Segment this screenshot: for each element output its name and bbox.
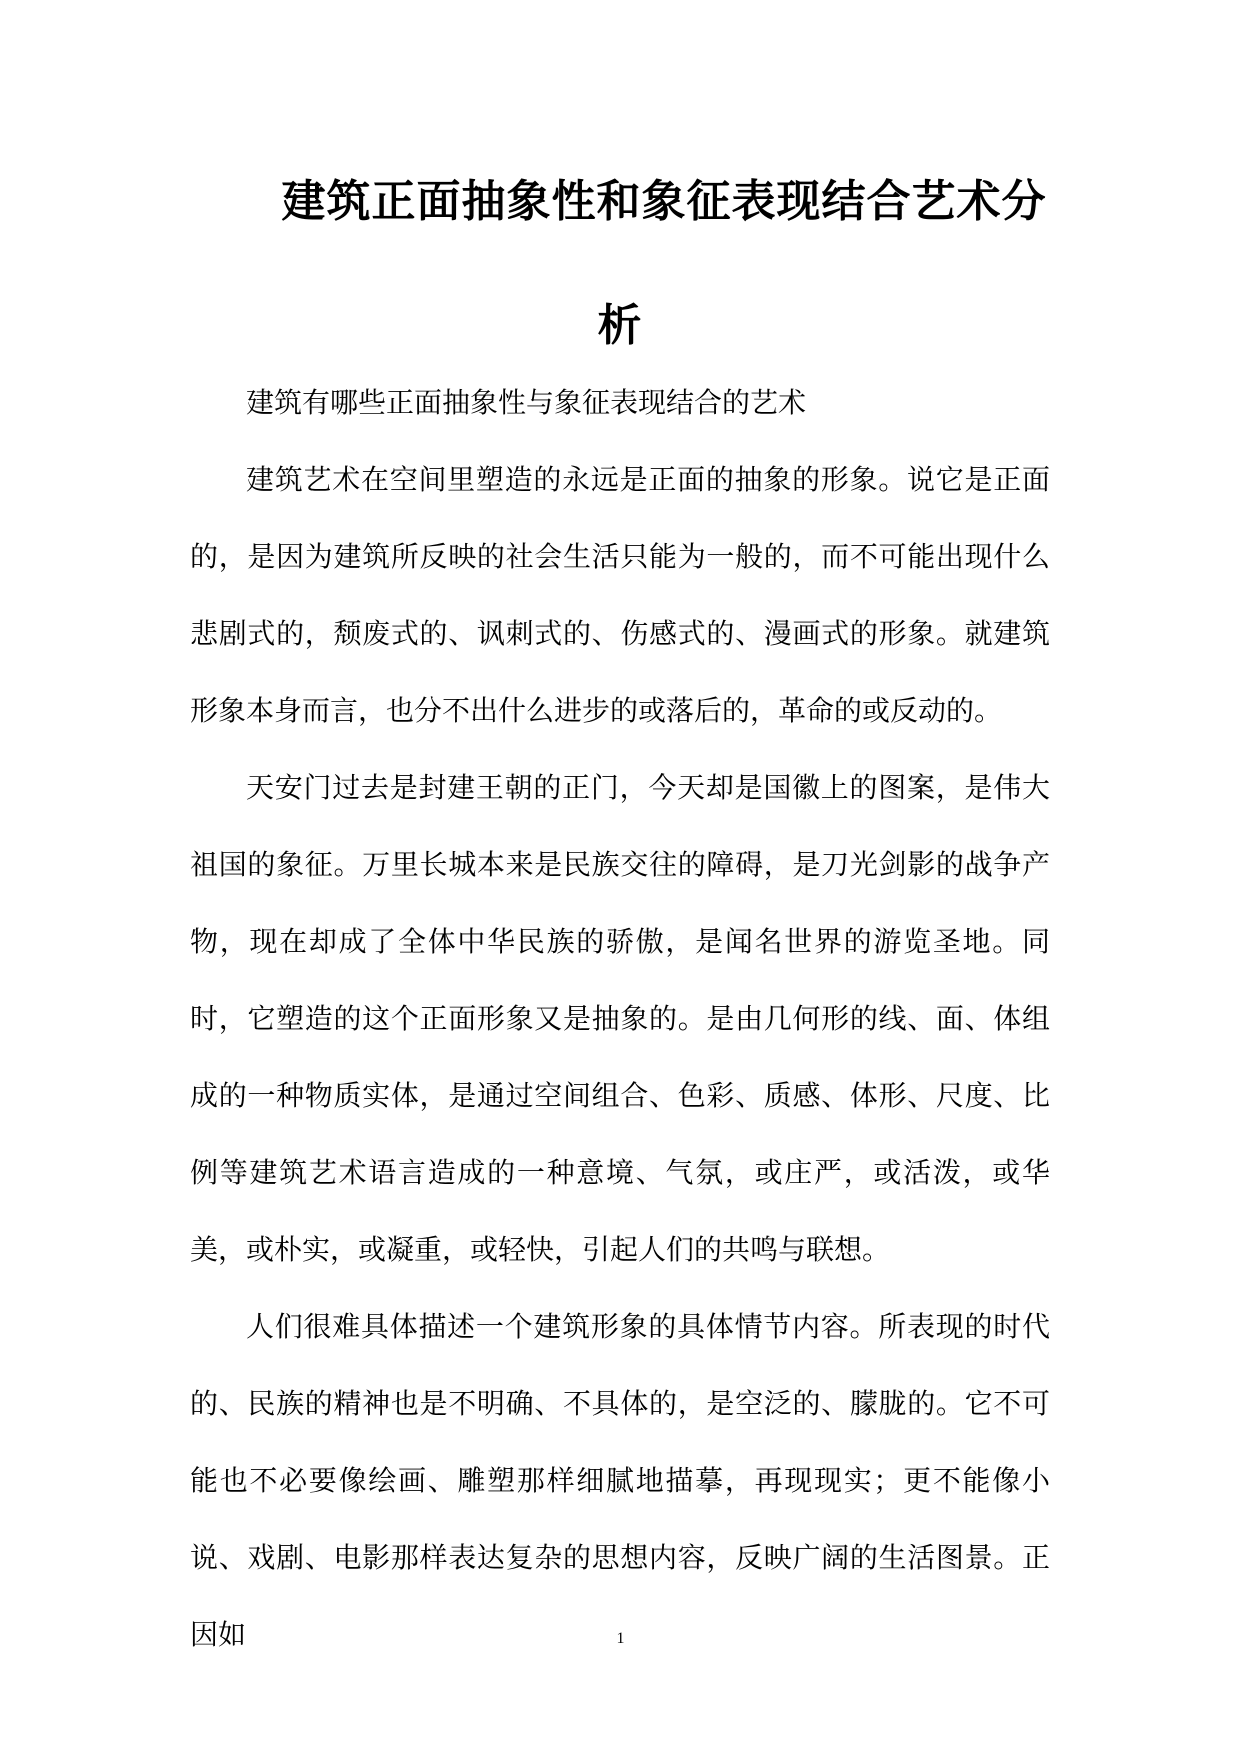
document-body — [190, 364, 1050, 1673]
paragraph: 天安门过去是封建王朝的正门，今天却是国徽上的图案，是伟大祖国的象征。万里长城本来是民族交往的障碍，是刀光剑影的战争产物，现在却成了全体中华民族的骄傲，是闻名世界的游览圣地。同时，它塑造的这个正面形象又是抽象的。是由几何形的线、面、体组成的一种物质实体，是通过空间组合、色彩、质感、体形、尺度、比例等建筑艺术语言造成的一种意境、气氛，或庄严，或活泼，或华美，或朴实，或凝重，或轻快，引起人们的共鸣与联想。 — [190, 771, 1050, 1266]
page-number: 1 — [616, 1630, 625, 1647]
paragraph: 人们很难具体描述一个建筑形象的具体情节内容。所表现的时代的、民族的精神也是不明确、不具体的，是空泛的、朦胧的。它不可能也不必要像绘画、雕塑那样细腻地描摹，再现现实；更不能像小说、戏剧、电影那样表达复杂的思想内容，反映广阔的生活图景。正因如 — [190, 1310, 1050, 1651]
paragraph-subtitle: 建筑有哪些正面抽象性与象征表现结合的艺术 — [246, 386, 807, 419]
paragraph: 建筑艺术在空间里塑造的永远是正面的抽象的形象。说它是正面的，是因为建筑所反映的社会生活只能为一般的，而不可能出现什么悲剧式的，颓废式的、讽刺式的、伤感式的、漫画式的形象。就建筑形象本身而言，也分不出什么进步的或落后的，革命的或反动的。 — [190, 463, 1050, 727]
document-title: 建筑正面抽象性和象征表现结合艺术分析 — [281, 176, 1047, 351]
